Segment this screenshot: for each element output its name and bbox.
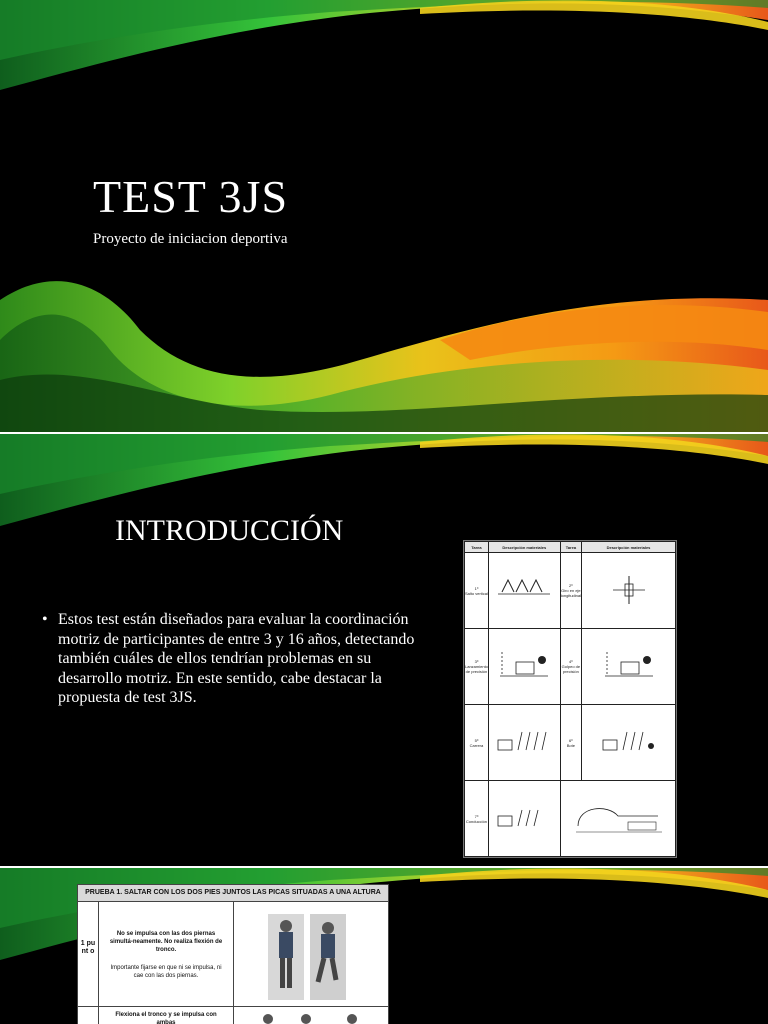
prueba-title: PRUEBA 1. SALTAR CON LOS DOS PIES JUNTOS LAS PICAS SITUADAS A UNA ALTURA	[78, 885, 388, 902]
slide-prueba	[0, 868, 768, 1024]
score-label	[78, 1007, 99, 1024]
task-name: Salto vertical	[465, 590, 488, 596]
bullet-item: • Estos test están diseñados para evaluar la coordinación motriz de participantes de entre 3 y 16 años, detectando también cuáles de ellos tendrían problemas en su desarrollo motriz. En este sentido, cabe destacar la propuesta de test 3JS.	[42, 610, 432, 708]
task-diagram	[582, 553, 676, 629]
task-code: 6º	[569, 737, 573, 743]
table-header: Tarea	[560, 542, 581, 553]
table-row	[465, 629, 676, 705]
score-label: 1 pu nt o	[78, 902, 99, 1006]
task-code: 1º	[474, 585, 479, 591]
task-code: 2º	[569, 583, 573, 588]
slide-title	[0, 0, 768, 432]
task-name: Golpeo de precisión	[561, 664, 581, 674]
child-jumping-photo	[234, 902, 388, 1006]
task-diagram	[560, 781, 675, 857]
criteria-main: Flexiona el tronco y se impulsa con ambas	[115, 1012, 217, 1024]
task-diagram	[582, 705, 676, 781]
task-diagram	[488, 705, 560, 781]
task-name: Bote	[566, 742, 575, 748]
task-diagram	[488, 629, 560, 705]
table-row	[465, 553, 676, 629]
table-row	[465, 781, 676, 857]
task-name: Carrera	[469, 742, 484, 748]
criteria-main: No se impulsa con las dos piernas simultá-neamente. No realiza flexión de tronco.	[109, 931, 223, 953]
table-row	[78, 902, 388, 1007]
task-diagram	[488, 553, 560, 629]
tasks-table-image	[463, 540, 677, 858]
task-code: 3º	[474, 659, 479, 664]
table-header: Tarea	[465, 542, 489, 553]
table-header: Descripción materiales	[582, 542, 676, 553]
task-code: 5º	[474, 737, 479, 743]
criteria-note: Importante fijarse en que ni se impulsa, ni cae con las dos piernas.	[110, 965, 222, 979]
task-name: Lanzamiento de precisión	[465, 664, 488, 674]
criteria-description	[99, 1007, 234, 1024]
slide-heading: INTRODUCCIÓN	[115, 514, 344, 547]
slide-subtitle: Proyecto de iniciacion deportiva	[93, 231, 288, 247]
table-header: Descripción materiales	[488, 542, 560, 553]
criteria-description	[99, 902, 234, 1006]
slide-title-heading: TEST 3JS	[93, 171, 289, 222]
bullet-list	[42, 610, 432, 708]
task-diagram	[582, 629, 676, 705]
task-name: Giro en eje longitudinal	[560, 588, 582, 598]
prueba-table-image	[77, 884, 389, 1024]
task-diagram	[488, 781, 560, 857]
table-row	[465, 705, 676, 781]
slide-introduccion	[0, 434, 768, 866]
table-row	[78, 1007, 388, 1024]
child-jumping-photo	[234, 1007, 388, 1024]
task-name: Conducción	[465, 818, 488, 824]
task-code: 4º	[569, 659, 573, 664]
task-code: 7º	[474, 813, 479, 819]
